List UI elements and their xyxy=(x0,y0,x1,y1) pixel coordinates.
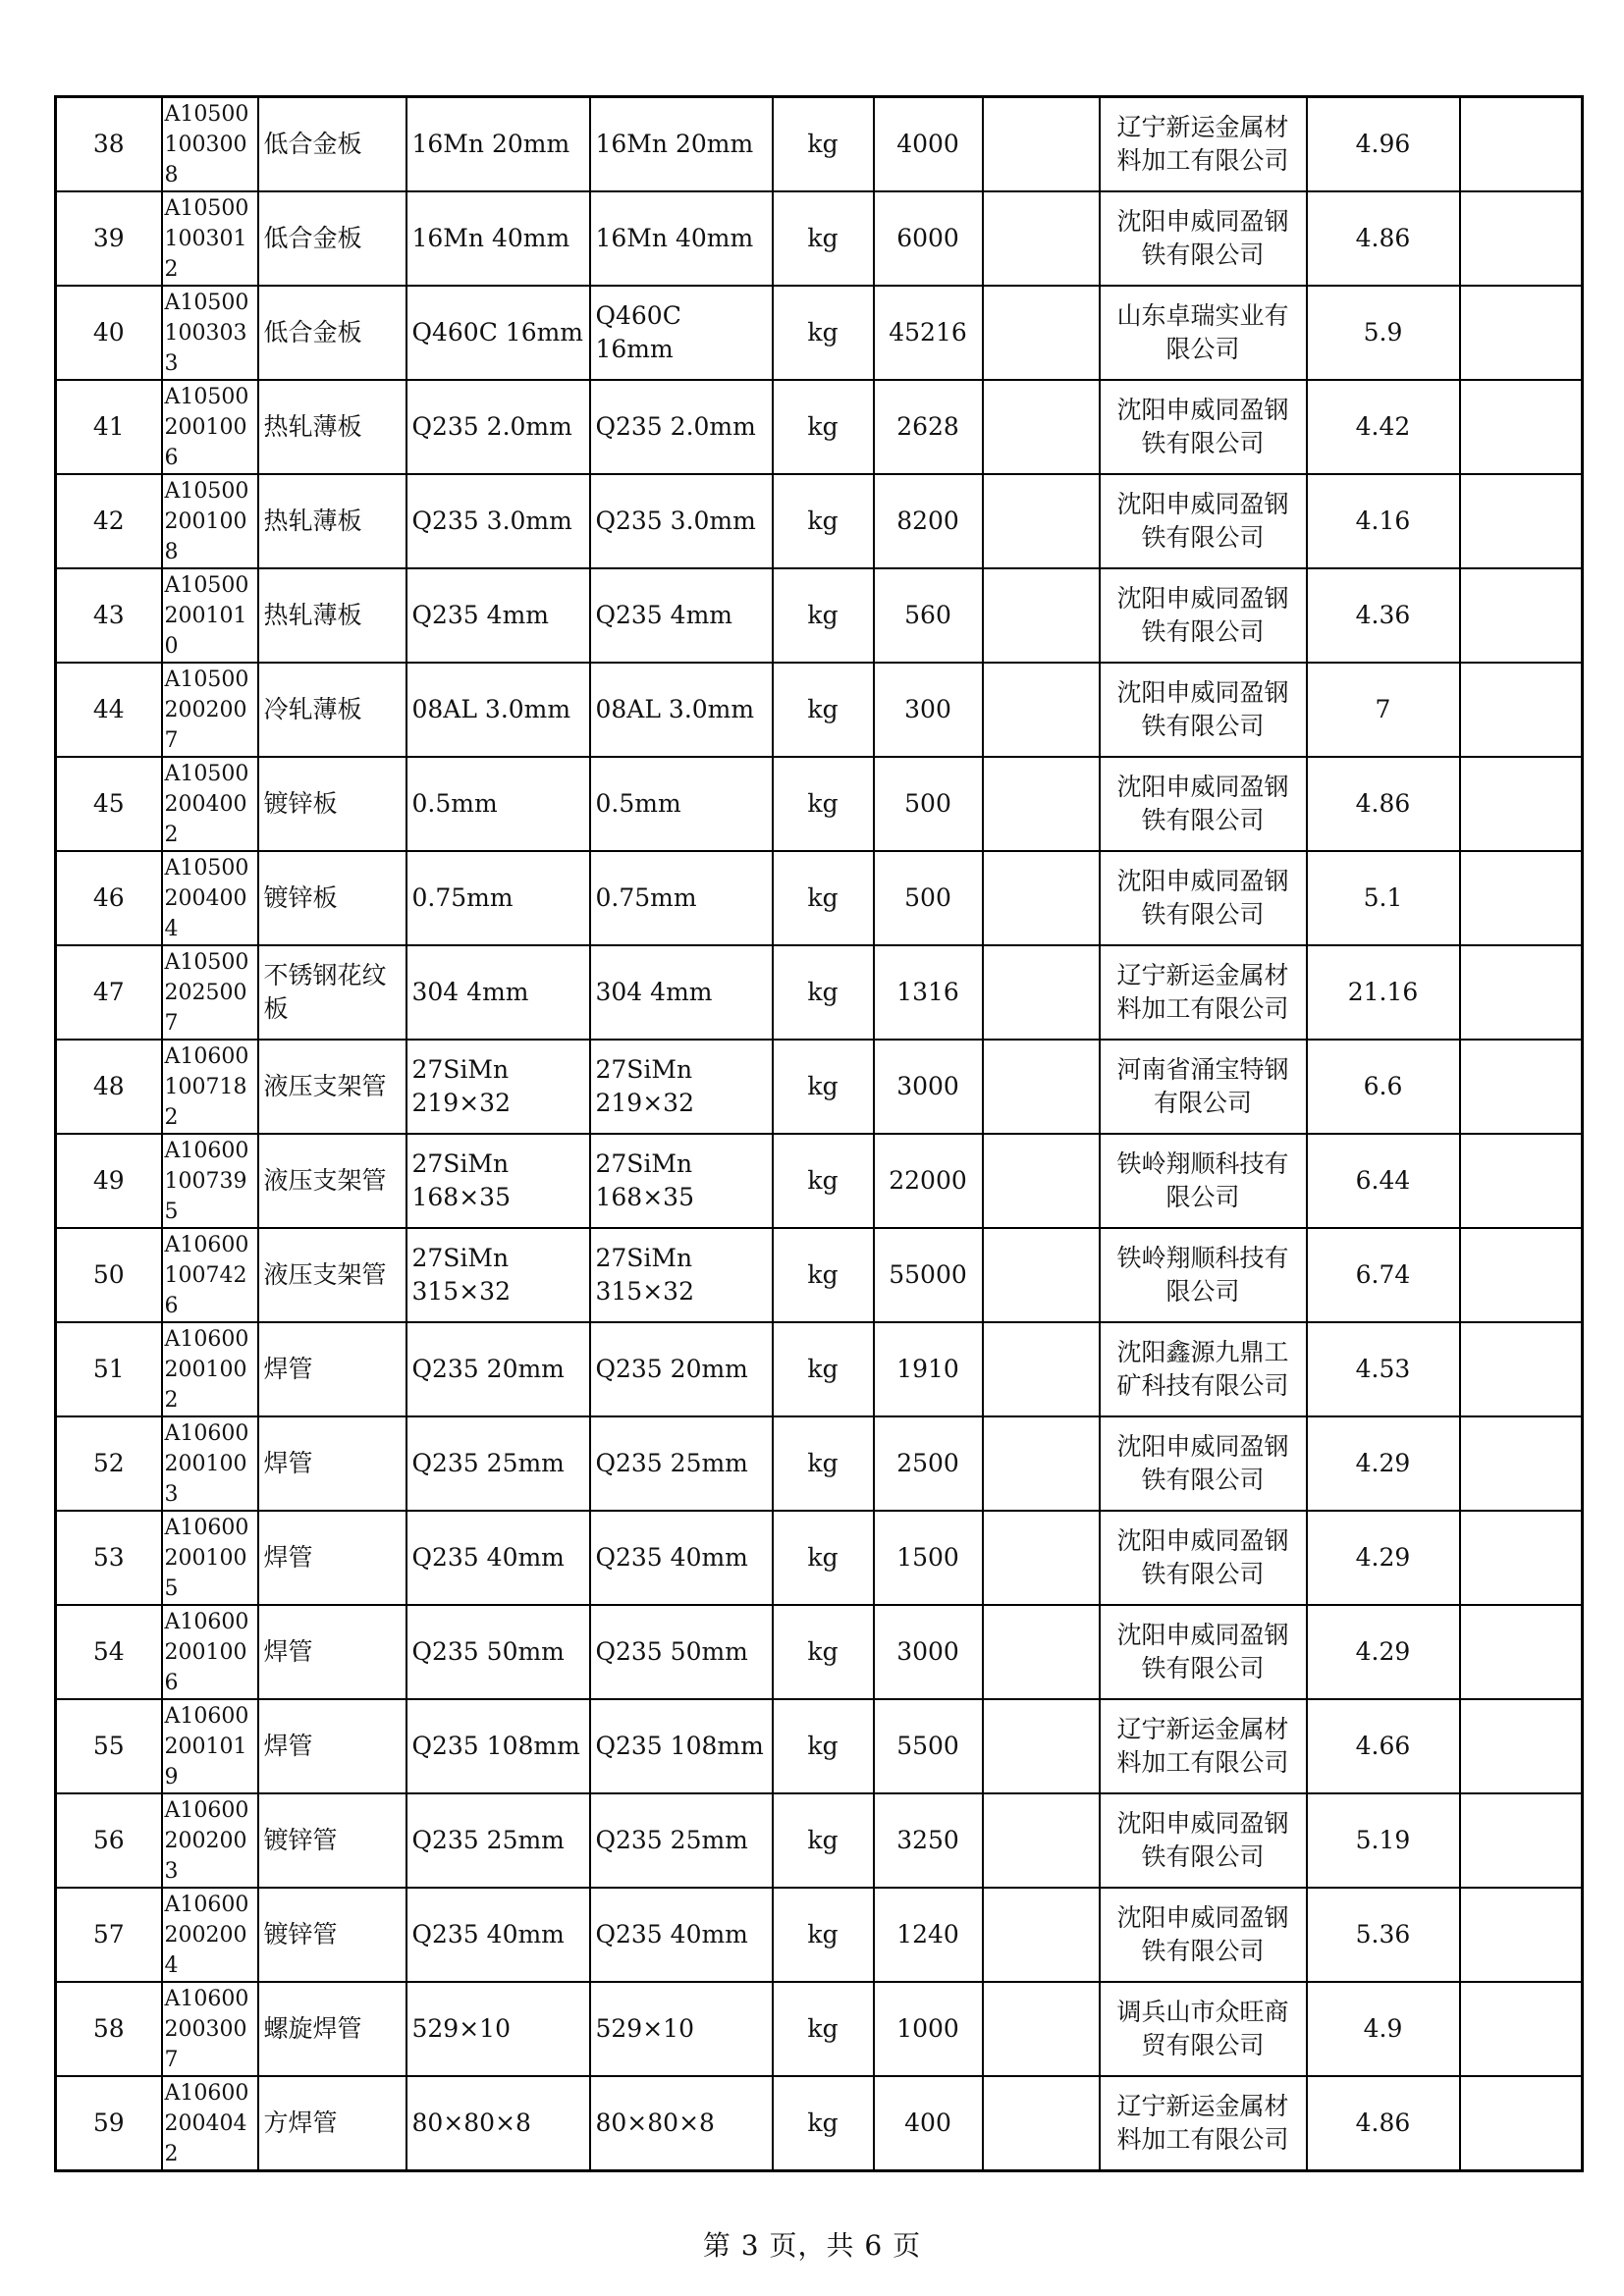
table-row xyxy=(56,1605,1583,1699)
quantity-cell: 1316 xyxy=(874,945,983,1040)
table-row xyxy=(56,568,1583,663)
row-number-cell: 39 xyxy=(56,191,162,286)
table-row xyxy=(56,1416,1583,1511)
specification-cell: 27SiMn 168×35 xyxy=(406,1134,590,1228)
specification-cell: 27SiMn 219×32 xyxy=(406,1040,590,1134)
row-number-cell: 41 xyxy=(56,380,162,474)
table-row xyxy=(56,663,1583,757)
row-number-cell: 51 xyxy=(56,1322,162,1416)
blank-cell-cell xyxy=(983,191,1100,286)
row-number-cell: 49 xyxy=(56,1134,162,1228)
unit-cell: kg xyxy=(773,97,874,192)
remark-cell-cell xyxy=(1460,1511,1583,1605)
material-name-cell: 低合金板 xyxy=(258,97,406,192)
table-row xyxy=(56,1888,1583,1982)
remark-cell-cell xyxy=(1460,1228,1583,1322)
unit-cell: kg xyxy=(773,1699,874,1793)
row-number-cell: 50 xyxy=(56,1228,162,1322)
material-code-cell: A105001003008 xyxy=(162,97,258,192)
material-code-cell: A106002002003 xyxy=(162,1793,258,1888)
unit-price-cell: 4.86 xyxy=(1307,757,1460,851)
quantity-cell: 500 xyxy=(874,851,983,945)
remark-cell-cell xyxy=(1460,663,1583,757)
quantity-cell: 500 xyxy=(874,757,983,851)
model-cell: Q235 40mm xyxy=(590,1888,773,1982)
remark-cell-cell xyxy=(1460,1134,1583,1228)
procurement-table xyxy=(54,95,1584,2172)
row-number-cell: 56 xyxy=(56,1793,162,1888)
specification-cell: Q235 25mm xyxy=(406,1793,590,1888)
row-number-cell: 44 xyxy=(56,663,162,757)
supplier-cell: 沈阳申威同盈钢铁有限公司 xyxy=(1100,1511,1307,1605)
model-cell: Q235 25mm xyxy=(590,1416,773,1511)
supplier-cell: 辽宁新运金属材料加工有限公司 xyxy=(1100,97,1307,192)
supplier-cell: 沈阳申威同盈钢铁有限公司 xyxy=(1100,568,1307,663)
quantity-cell: 1500 xyxy=(874,1511,983,1605)
remark-cell-cell xyxy=(1460,851,1583,945)
blank-cell-cell xyxy=(983,474,1100,568)
model-cell: 80×80×8 xyxy=(590,2076,773,2171)
table-row xyxy=(56,191,1583,286)
model-cell: Q235 40mm xyxy=(590,1511,773,1605)
blank-cell-cell xyxy=(983,97,1100,192)
supplier-cell: 沈阳鑫源九鼎工矿科技有限公司 xyxy=(1100,1322,1307,1416)
material-name-cell: 液压支架管 xyxy=(258,1228,406,1322)
supplier-cell: 沈阳申威同盈钢铁有限公司 xyxy=(1100,474,1307,568)
table-row xyxy=(56,2076,1583,2171)
material-code-cell: A106002003007 xyxy=(162,1982,258,2076)
material-code-cell: A106001007395 xyxy=(162,1134,258,1228)
table-row xyxy=(56,1793,1583,1888)
table-row xyxy=(56,286,1583,380)
unit-price-cell: 4.9 xyxy=(1307,1982,1460,2076)
specification-cell: Q235 40mm xyxy=(406,1888,590,1982)
unit-price-cell: 4.53 xyxy=(1307,1322,1460,1416)
material-name-cell: 焊管 xyxy=(258,1322,406,1416)
material-name-cell: 冷轧薄板 xyxy=(258,663,406,757)
remark-cell-cell xyxy=(1460,1040,1583,1134)
supplier-cell: 调兵山市众旺商贸有限公司 xyxy=(1100,1982,1307,2076)
unit-price-cell: 4.96 xyxy=(1307,97,1460,192)
quantity-cell: 1000 xyxy=(874,1982,983,2076)
quantity-cell: 560 xyxy=(874,568,983,663)
supplier-cell: 河南省涌宝特钢有限公司 xyxy=(1100,1040,1307,1134)
model-cell: 27SiMn 168×35 xyxy=(590,1134,773,1228)
remark-cell-cell xyxy=(1460,1699,1583,1793)
material-name-cell: 液压支架管 xyxy=(258,1134,406,1228)
table-row xyxy=(56,1228,1583,1322)
material-code-cell: A106002001002 xyxy=(162,1322,258,1416)
blank-cell-cell xyxy=(983,1134,1100,1228)
row-number-cell: 40 xyxy=(56,286,162,380)
unit-price-cell: 4.29 xyxy=(1307,1511,1460,1605)
row-number-cell: 38 xyxy=(56,97,162,192)
unit-price-cell: 7 xyxy=(1307,663,1460,757)
row-number-cell: 58 xyxy=(56,1982,162,2076)
material-name-cell: 镀锌板 xyxy=(258,757,406,851)
material-code-cell: A105002001008 xyxy=(162,474,258,568)
supplier-cell: 沈阳申威同盈钢铁有限公司 xyxy=(1100,1416,1307,1511)
material-name-cell: 低合金板 xyxy=(258,191,406,286)
specification-cell: Q235 2.0mm xyxy=(406,380,590,474)
model-cell: Q235 3.0mm xyxy=(590,474,773,568)
blank-cell-cell xyxy=(983,1982,1100,2076)
table-row xyxy=(56,380,1583,474)
material-code-cell: A105002001006 xyxy=(162,380,258,474)
supplier-cell: 沈阳申威同盈钢铁有限公司 xyxy=(1100,191,1307,286)
quantity-cell: 300 xyxy=(874,663,983,757)
material-name-cell: 镀锌管 xyxy=(258,1793,406,1888)
unit-cell: kg xyxy=(773,851,874,945)
model-cell: 0.5mm xyxy=(590,757,773,851)
row-number-cell: 53 xyxy=(56,1511,162,1605)
material-name-cell: 镀锌管 xyxy=(258,1888,406,1982)
model-cell: Q235 25mm xyxy=(590,1793,773,1888)
material-name-cell: 热轧薄板 xyxy=(258,474,406,568)
model-cell: 304 4mm xyxy=(590,945,773,1040)
unit-cell: kg xyxy=(773,757,874,851)
supplier-cell: 铁岭翔顺科技有限公司 xyxy=(1100,1134,1307,1228)
blank-cell-cell xyxy=(983,663,1100,757)
unit-price-cell: 4.66 xyxy=(1307,1699,1460,1793)
material-name-cell: 热轧薄板 xyxy=(258,568,406,663)
row-number-cell: 59 xyxy=(56,2076,162,2171)
unit-cell: kg xyxy=(773,2076,874,2171)
remark-cell-cell xyxy=(1460,568,1583,663)
specification-cell: Q235 40mm xyxy=(406,1511,590,1605)
material-code-cell: A105002004004 xyxy=(162,851,258,945)
specification-cell: 16Mn 20mm xyxy=(406,97,590,192)
unit-cell: kg xyxy=(773,191,874,286)
row-number-cell: 52 xyxy=(56,1416,162,1511)
specification-cell: Q235 3.0mm xyxy=(406,474,590,568)
specification-cell: Q235 50mm xyxy=(406,1605,590,1699)
quantity-cell: 45216 xyxy=(874,286,983,380)
model-cell: 529×10 xyxy=(590,1982,773,2076)
row-number-cell: 48 xyxy=(56,1040,162,1134)
supplier-cell: 辽宁新运金属材料加工有限公司 xyxy=(1100,945,1307,1040)
quantity-cell: 5500 xyxy=(874,1699,983,1793)
row-number-cell: 54 xyxy=(56,1605,162,1699)
quantity-cell: 2628 xyxy=(874,380,983,474)
specification-cell: 529×10 xyxy=(406,1982,590,2076)
row-number-cell: 55 xyxy=(56,1699,162,1793)
table-row xyxy=(56,1134,1583,1228)
blank-cell-cell xyxy=(983,1040,1100,1134)
blank-cell-cell xyxy=(983,568,1100,663)
table-row xyxy=(56,1040,1583,1134)
unit-price-cell: 21.16 xyxy=(1307,945,1460,1040)
blank-cell-cell xyxy=(983,1793,1100,1888)
table-row xyxy=(56,945,1583,1040)
remark-cell-cell xyxy=(1460,286,1583,380)
remark-cell-cell xyxy=(1460,191,1583,286)
remark-cell-cell xyxy=(1460,1416,1583,1511)
supplier-cell: 山东卓瑞实业有限公司 xyxy=(1100,286,1307,380)
table-body xyxy=(56,97,1583,2171)
specification-cell: Q235 25mm xyxy=(406,1416,590,1511)
model-cell: Q235 4mm xyxy=(590,568,773,663)
unit-cell: kg xyxy=(773,1228,874,1322)
remark-cell-cell xyxy=(1460,945,1583,1040)
material-name-cell: 焊管 xyxy=(258,1511,406,1605)
material-code-cell: A106002001003 xyxy=(162,1416,258,1511)
model-cell: 16Mn 40mm xyxy=(590,191,773,286)
unit-price-cell: 4.16 xyxy=(1307,474,1460,568)
blank-cell-cell xyxy=(983,1888,1100,1982)
table-row xyxy=(56,757,1583,851)
blank-cell-cell xyxy=(983,1416,1100,1511)
material-code-cell: A106001007426 xyxy=(162,1228,258,1322)
remark-cell-cell xyxy=(1460,1605,1583,1699)
blank-cell-cell xyxy=(983,1699,1100,1793)
model-cell: Q460C 16mm xyxy=(590,286,773,380)
material-code-cell: A105002002007 xyxy=(162,663,258,757)
row-number-cell: 57 xyxy=(56,1888,162,1982)
unit-price-cell: 4.29 xyxy=(1307,1416,1460,1511)
blank-cell-cell xyxy=(983,945,1100,1040)
blank-cell-cell xyxy=(983,851,1100,945)
unit-cell: kg xyxy=(773,1605,874,1699)
material-code-cell: A106002001019 xyxy=(162,1699,258,1793)
remark-cell-cell xyxy=(1460,1793,1583,1888)
material-name-cell: 液压支架管 xyxy=(258,1040,406,1134)
table-row xyxy=(56,1322,1583,1416)
model-cell: 0.75mm xyxy=(590,851,773,945)
table-row xyxy=(56,1511,1583,1605)
unit-price-cell: 4.86 xyxy=(1307,191,1460,286)
supplier-cell: 沈阳申威同盈钢铁有限公司 xyxy=(1100,663,1307,757)
row-number-cell: 43 xyxy=(56,568,162,663)
row-number-cell: 45 xyxy=(56,757,162,851)
supplier-cell: 沈阳申威同盈钢铁有限公司 xyxy=(1100,1793,1307,1888)
material-code-cell: A106002004042 xyxy=(162,2076,258,2171)
quantity-cell: 6000 xyxy=(874,191,983,286)
material-code-cell: A106001007182 xyxy=(162,1040,258,1134)
material-name-cell: 焊管 xyxy=(258,1699,406,1793)
quantity-cell: 1240 xyxy=(874,1888,983,1982)
unit-cell: kg xyxy=(773,568,874,663)
row-number-cell: 42 xyxy=(56,474,162,568)
unit-price-cell: 5.1 xyxy=(1307,851,1460,945)
unit-price-cell: 6.6 xyxy=(1307,1040,1460,1134)
supplier-cell: 沈阳申威同盈钢铁有限公司 xyxy=(1100,851,1307,945)
unit-cell: kg xyxy=(773,474,874,568)
table-row xyxy=(56,1982,1583,2076)
specification-cell: 27SiMn 315×32 xyxy=(406,1228,590,1322)
remark-cell-cell xyxy=(1460,380,1583,474)
unit-price-cell: 5.19 xyxy=(1307,1793,1460,1888)
remark-cell-cell xyxy=(1460,474,1583,568)
unit-price-cell: 4.36 xyxy=(1307,568,1460,663)
table-row xyxy=(56,97,1583,192)
material-name-cell: 方焊管 xyxy=(258,2076,406,2171)
quantity-cell: 4000 xyxy=(874,97,983,192)
unit-cell: kg xyxy=(773,1511,874,1605)
page-footer: 第 3 页，共 6 页 xyxy=(702,2229,922,2262)
quantity-cell: 1910 xyxy=(874,1322,983,1416)
specification-cell: 16Mn 40mm xyxy=(406,191,590,286)
unit-price-cell: 4.29 xyxy=(1307,1605,1460,1699)
row-number-cell: 47 xyxy=(56,945,162,1040)
remark-cell-cell xyxy=(1460,1982,1583,2076)
blank-cell-cell xyxy=(983,1605,1100,1699)
quantity-cell: 55000 xyxy=(874,1228,983,1322)
unit-price-cell: 5.36 xyxy=(1307,1888,1460,1982)
supplier-cell: 沈阳申威同盈钢铁有限公司 xyxy=(1100,380,1307,474)
unit-cell: kg xyxy=(773,1888,874,1982)
quantity-cell: 8200 xyxy=(874,474,983,568)
supplier-cell: 铁岭翔顺科技有限公司 xyxy=(1100,1228,1307,1322)
model-cell: Q235 108mm xyxy=(590,1699,773,1793)
table-row xyxy=(56,474,1583,568)
blank-cell-cell xyxy=(983,1322,1100,1416)
material-name-cell: 焊管 xyxy=(258,1416,406,1511)
remark-cell-cell xyxy=(1460,757,1583,851)
specification-cell: Q460C 16mm xyxy=(406,286,590,380)
material-code-cell: A106002001006 xyxy=(162,1605,258,1699)
specification-cell: Q235 20mm xyxy=(406,1322,590,1416)
material-name-cell: 镀锌板 xyxy=(258,851,406,945)
specification-cell: 304 4mm xyxy=(406,945,590,1040)
specification-cell: Q235 4mm xyxy=(406,568,590,663)
model-cell: 27SiMn 219×32 xyxy=(590,1040,773,1134)
blank-cell-cell xyxy=(983,2076,1100,2171)
quantity-cell: 22000 xyxy=(874,1134,983,1228)
material-code-cell: A105001003012 xyxy=(162,191,258,286)
supplier-cell: 沈阳申威同盈钢铁有限公司 xyxy=(1100,1888,1307,1982)
unit-cell: kg xyxy=(773,286,874,380)
model-cell: 16Mn 20mm xyxy=(590,97,773,192)
blank-cell-cell xyxy=(983,757,1100,851)
table-row xyxy=(56,1699,1583,1793)
unit-cell: kg xyxy=(773,1416,874,1511)
unit-cell: kg xyxy=(773,945,874,1040)
model-cell: 08AL 3.0mm xyxy=(590,663,773,757)
blank-cell-cell xyxy=(983,1228,1100,1322)
quantity-cell: 2500 xyxy=(874,1416,983,1511)
unit-cell: kg xyxy=(773,1982,874,2076)
supplier-cell: 辽宁新运金属材料加工有限公司 xyxy=(1100,1699,1307,1793)
supplier-cell: 辽宁新运金属材料加工有限公司 xyxy=(1100,2076,1307,2171)
quantity-cell: 3000 xyxy=(874,1040,983,1134)
specification-cell: 08AL 3.0mm xyxy=(406,663,590,757)
model-cell: Q235 50mm xyxy=(590,1605,773,1699)
unit-cell: kg xyxy=(773,380,874,474)
unit-price-cell: 6.44 xyxy=(1307,1134,1460,1228)
supplier-cell: 沈阳申威同盈钢铁有限公司 xyxy=(1100,1605,1307,1699)
material-code-cell: A106002002004 xyxy=(162,1888,258,1982)
model-cell: Q235 2.0mm xyxy=(590,380,773,474)
blank-cell-cell xyxy=(983,1511,1100,1605)
material-code-cell: A105002001010 xyxy=(162,568,258,663)
specification-cell: 0.5mm xyxy=(406,757,590,851)
unit-price-cell: 6.74 xyxy=(1307,1228,1460,1322)
quantity-cell: 3250 xyxy=(874,1793,983,1888)
blank-cell-cell xyxy=(983,380,1100,474)
unit-price-cell: 4.86 xyxy=(1307,2076,1460,2171)
unit-cell: kg xyxy=(773,1793,874,1888)
remark-cell-cell xyxy=(1460,2076,1583,2171)
material-code-cell: A105002004002 xyxy=(162,757,258,851)
remark-cell-cell xyxy=(1460,97,1583,192)
blank-cell-cell xyxy=(983,286,1100,380)
unit-cell: kg xyxy=(773,1040,874,1134)
specification-cell: 80×80×8 xyxy=(406,2076,590,2171)
quantity-cell: 400 xyxy=(874,2076,983,2171)
material-code-cell: A106002001005 xyxy=(162,1511,258,1605)
unit-price-cell: 5.9 xyxy=(1307,286,1460,380)
unit-cell: kg xyxy=(773,1134,874,1228)
model-cell: 27SiMn 315×32 xyxy=(590,1228,773,1322)
specification-cell: 0.75mm xyxy=(406,851,590,945)
material-code-cell: A105002025007 xyxy=(162,945,258,1040)
quantity-cell: 3000 xyxy=(874,1605,983,1699)
remark-cell-cell xyxy=(1460,1888,1583,1982)
material-name-cell: 焊管 xyxy=(258,1605,406,1699)
material-name-cell: 螺旋焊管 xyxy=(258,1982,406,2076)
remark-cell-cell xyxy=(1460,1322,1583,1416)
unit-cell: kg xyxy=(773,1322,874,1416)
material-name-cell: 低合金板 xyxy=(258,286,406,380)
unit-cell: kg xyxy=(773,663,874,757)
material-name-cell: 热轧薄板 xyxy=(258,380,406,474)
material-name-cell: 不锈钢花纹板 xyxy=(258,945,406,1040)
unit-price-cell: 4.42 xyxy=(1307,380,1460,474)
material-code-cell: A105001003033 xyxy=(162,286,258,380)
table-row xyxy=(56,851,1583,945)
row-number-cell: 46 xyxy=(56,851,162,945)
supplier-cell: 沈阳申威同盈钢铁有限公司 xyxy=(1100,757,1307,851)
specification-cell: Q235 108mm xyxy=(406,1699,590,1793)
model-cell: Q235 20mm xyxy=(590,1322,773,1416)
